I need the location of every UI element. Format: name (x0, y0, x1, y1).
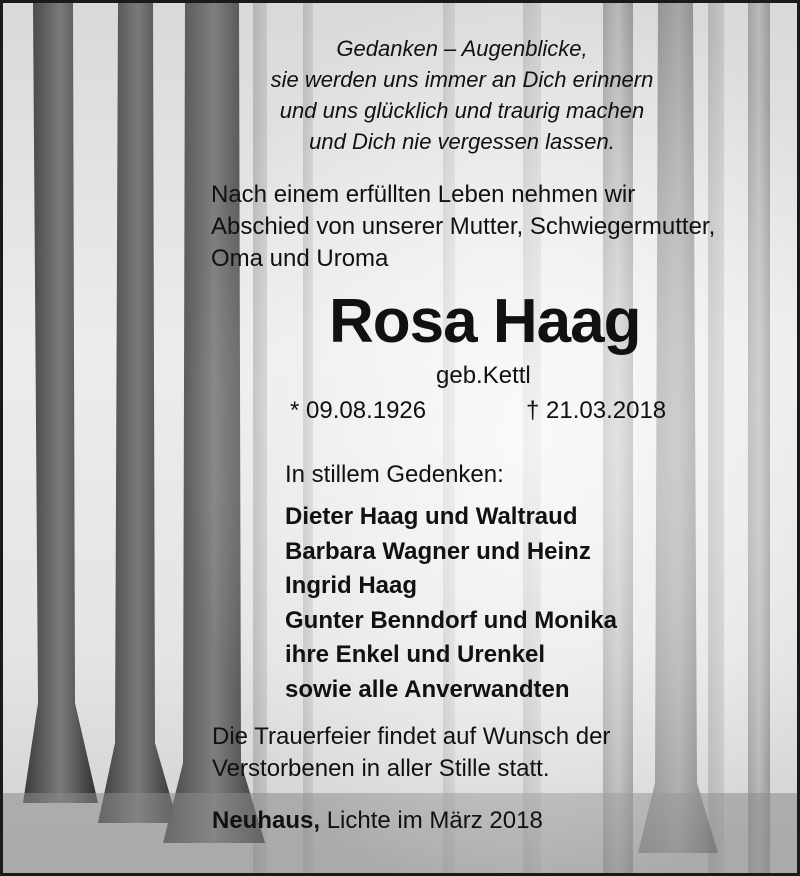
place-date: Lichte im März 2018 (320, 807, 543, 834)
funeral-note-line: Die Trauerfeier findet auf Wunsch der (212, 723, 611, 750)
mourner-entry: sowie alle Anverwandten (285, 675, 570, 703)
funeral-note-line: Verstorbenen in aller Stille statt. (212, 755, 550, 782)
death-date: † 21.03.2018 (526, 397, 667, 424)
memorial-poem (3, 33, 800, 157)
intro-line: Oma und Uroma (211, 245, 389, 272)
poem-line: und uns glücklich und traurig machen (279, 98, 645, 123)
poem-line: sie werden uns immer an Dich erinnern (270, 67, 654, 92)
mourner-entry: Dieter Haag und Waltraud (285, 503, 578, 530)
mourners-list (285, 500, 617, 707)
mourner-entry: Ingrid Haag (285, 572, 418, 599)
poem-line: Gedanken – Augenblicke, (336, 36, 588, 61)
intro-line: Abschied von unserer Mutter, Schwiegermutter, (211, 213, 716, 240)
mourners-heading: In stillem Gedenken: (285, 461, 504, 488)
mourner-entry: Barbara Wagner und Heinz (285, 537, 591, 565)
birth-date: * 09.08.1926 (290, 397, 427, 424)
deceased-name: Rosa Haag (329, 287, 641, 356)
funeral-note (212, 721, 610, 785)
intro-text (211, 179, 715, 275)
place-and-date (212, 805, 543, 837)
poem-line: und Dich nie vergessen lassen. (309, 129, 615, 154)
mourner-entry: Gunter Benndorf und Monika (285, 606, 617, 634)
place: Neuhaus, (212, 807, 321, 834)
maiden-name: geb.Kettl (436, 362, 531, 389)
mourner-entry: ihre Enkel und Urenkel (285, 641, 546, 668)
intro-line: Nach einem erfüllten Leben nehmen wir (211, 181, 636, 208)
